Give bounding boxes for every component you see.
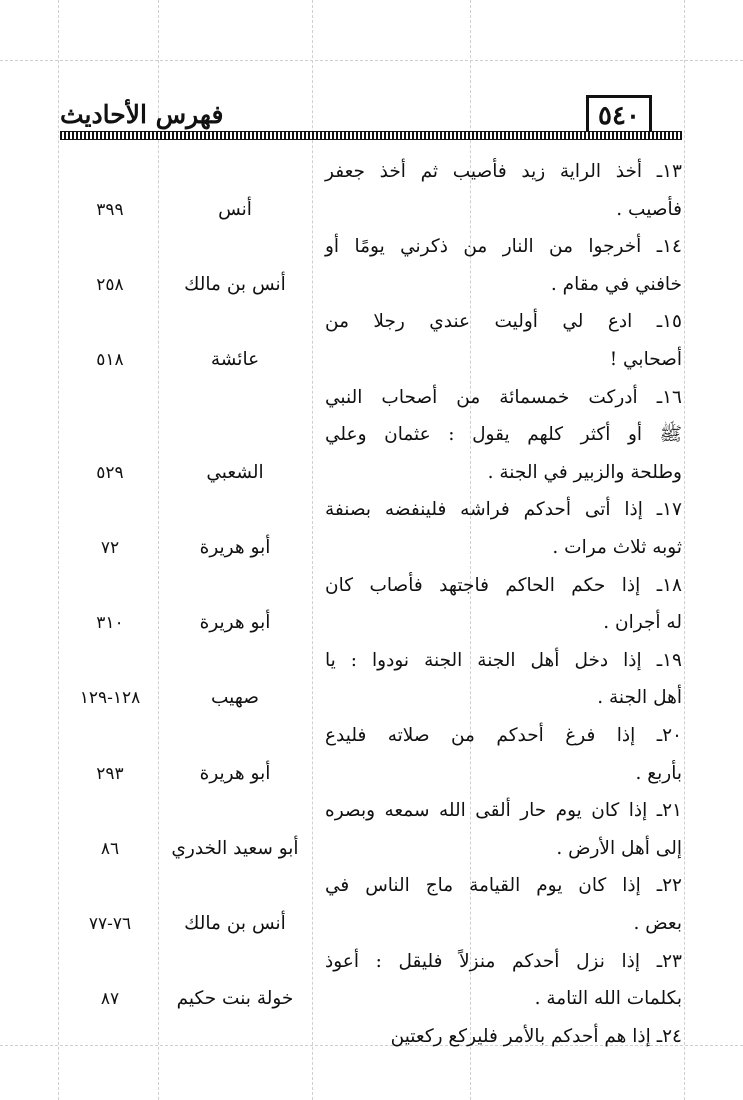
- page-reference: ٥٢٩: [96, 462, 124, 483]
- hadith-text-line: بكلمات الله التامة .: [534, 988, 682, 1010]
- page-reference: ٨٦: [100, 838, 120, 859]
- narrator: خولة بنت حكيم: [176, 988, 294, 1010]
- hadith-text-line: له أجران .: [603, 612, 682, 634]
- page-number: ٥٤٠: [586, 95, 652, 134]
- page-title: فهرس الأحاديث: [60, 100, 224, 129]
- page-reference: ٧٢: [100, 538, 120, 558]
- hadith-text-line: ١٦ـ أدركت خمسمائة من أصحاب النبي: [325, 386, 682, 408]
- hadith-text-line: ٢٤ـ إذا هم أحدكم بالأمر فليركع ركعتين: [390, 1025, 682, 1047]
- hadith-text-line: أصحابي !: [609, 349, 682, 370]
- page-reference: ٢٩٣: [96, 763, 124, 784]
- page-reference: ٢٥٨: [96, 274, 124, 295]
- hadith-text-line: ١٤ـ أخرجوا من النار من ذكرني يومًا أو: [325, 236, 682, 258]
- page-header: [0, 0, 743, 140]
- hadith-text-line: ٢٣ـ إذا نزل أحدكم منزلاً فليقل : أعوذ: [325, 950, 682, 972]
- narrator: أنس بن مالك: [184, 913, 286, 934]
- hadith-text-line: خافني في مقام .: [550, 273, 682, 295]
- page-reference: ١٢٨-١٢٩: [79, 688, 141, 709]
- narrator: صهيب: [211, 687, 259, 709]
- hadith-text-line: ٢١ـ إذا كان يوم حار ألقى الله سمعه وبصره: [325, 800, 682, 822]
- narrator: عائشة: [210, 349, 260, 370]
- narrator: الشعبي: [206, 461, 264, 483]
- page-reference: ٨٧: [100, 989, 120, 1010]
- hadith-text-line: بأربع .: [635, 762, 682, 784]
- hadith-text-line: ١٣ـ أخذ الراية زيد فأصيب ثم أخذ جعفر: [325, 161, 682, 182]
- hadith-text-line: ١٩ـ إذا دخل أهل الجنة الجنة نودوا : يا: [325, 649, 682, 671]
- hadith-text-line: فأصيب .: [616, 198, 682, 220]
- narrator: أبو هريرة: [199, 762, 271, 784]
- page-reference: ٧٦-٧٧: [88, 914, 132, 934]
- guide-line: [684, 0, 685, 1100]
- narrator: أبو هريرة: [199, 537, 271, 558]
- narrator: أنس: [218, 198, 252, 220]
- hadith-text-line: بعض .: [633, 913, 682, 934]
- narrator: أبو هريرة: [199, 612, 271, 634]
- hadith-text-line: ١٨ـ إذا حكم الحاكم فاجتهد فأصاب كان: [325, 574, 682, 596]
- hadith-text-line: أهل الجنة .: [597, 687, 682, 709]
- guide-line: [58, 0, 59, 1100]
- header-divider: [60, 131, 682, 140]
- hadith-text-line: ﷺ أو أكثر كلهم يقول : عثمان وعلي: [325, 424, 682, 446]
- hadith-text-line: ٢٢ـ إذا كان يوم القيامة ماج الناس في: [325, 875, 682, 897]
- hadith-text-line: ثوبه ثلاث مرات .: [552, 537, 682, 558]
- page-reference: ٣١٠: [96, 613, 124, 634]
- narrator: أنس بن مالك: [184, 273, 286, 295]
- page-reference: ٣٩٩: [96, 199, 124, 220]
- guide-line: [312, 0, 313, 1100]
- hadith-text-line: ٢٠ـ إذا فرغ أحدكم من صلاته فليدع: [325, 725, 682, 746]
- hadith-text-line: ١٧ـ إذا أتى أحدكم فراشه فلينفضه بصنفة: [325, 499, 682, 521]
- hadith-text-line: وطلحة والزبير في الجنة .: [487, 461, 682, 483]
- hadith-text-line: ١٥ـ ادع لي أوليت عندي رجلا من: [325, 311, 682, 333]
- hadith-text-line: إلى أهل الأرض .: [556, 837, 682, 859]
- narrator: أبو سعيد الخدري: [171, 837, 299, 859]
- page-reference: ٥١٨: [96, 350, 124, 370]
